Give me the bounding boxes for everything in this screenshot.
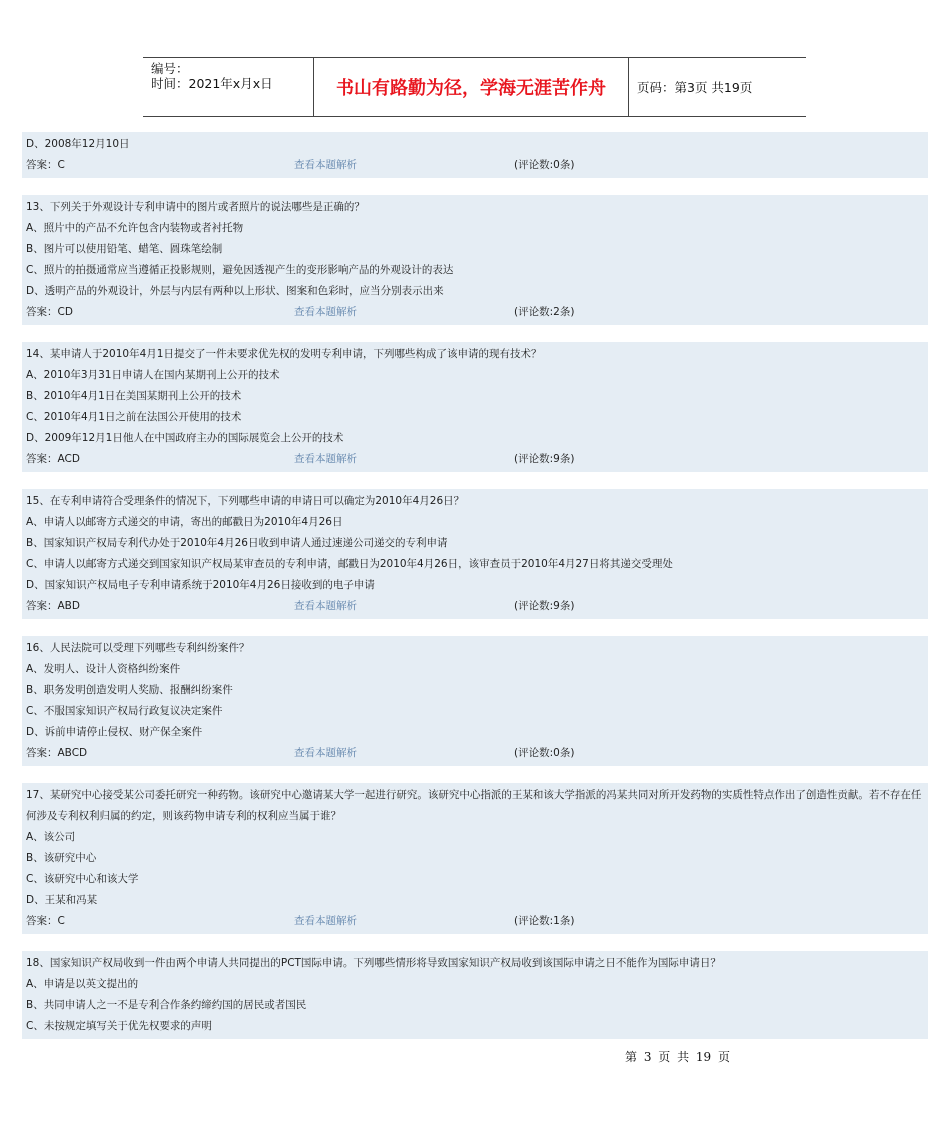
view-analysis-link[interactable]: 查看本题解析 xyxy=(294,600,357,612)
question-text: 14、某申请人于2010年4月1日提交了一件未要求优先权的发明专利申请，下列哪些构成了该申请的现有技术？ xyxy=(26,348,542,360)
view-analysis-link[interactable]: 查看本题解析 xyxy=(294,453,357,465)
page-footer: 第 3 页 共 19 页 xyxy=(625,1050,730,1064)
view-analysis-link[interactable]: 查看本题解析 xyxy=(294,306,357,318)
option-item: A、该公司 xyxy=(26,831,76,843)
block-gap xyxy=(22,619,928,636)
number-label: 编号： xyxy=(151,61,189,76)
option-item: A、申请是以英文提出的 xyxy=(26,978,139,990)
option-item: A、发明人、设计人资格纠纷案件 xyxy=(26,663,181,675)
answer-row xyxy=(22,743,928,764)
question-block xyxy=(22,636,928,766)
view-analysis-link[interactable]: 查看本题解析 xyxy=(294,159,357,171)
option-item: C、照片的拍摄通常应当遵循正投影规则，避免因透视产生的变形影响产品的外观设计的表达 xyxy=(26,264,454,276)
answer-text: 答案：C xyxy=(26,915,65,927)
question-block xyxy=(22,132,928,178)
option-item: C、2010年4月1日之前在法国公开使用的技术 xyxy=(26,411,242,423)
answer-text: 答案：ACD xyxy=(26,453,80,465)
header-meta xyxy=(143,58,313,116)
document-header xyxy=(143,57,806,117)
question-block xyxy=(22,342,928,472)
option-item: D、2008年12月10日 xyxy=(26,138,130,150)
option-item: B、图片可以使用铅笔、蜡笔、圆珠笔绘制 xyxy=(26,243,223,255)
header-slogan: 书山有路勤为径，学海无涯苦作舟 xyxy=(313,58,629,116)
option-item: D、王某和冯某 xyxy=(26,894,98,906)
question-text: 13、下列关于外观设计专利申请中的图片或者照片的说法哪些是正确的？ xyxy=(26,201,365,213)
answer-row xyxy=(22,596,928,617)
answer-row xyxy=(22,449,928,470)
comment-count: (评论数:9条) xyxy=(514,600,575,612)
option-item: C、申请人以邮寄方式递交到国家知识产权局某审查员的专利申请，邮戳日为2010年4月26日，该审查员于2010年4月27日将其递交受理处 xyxy=(26,558,673,570)
option-item: B、共同申请人之一不是专利合作条约缔约国的居民或者国民 xyxy=(26,999,307,1011)
comment-count: (评论数:2条) xyxy=(514,306,575,318)
answer-text: 答案：CD xyxy=(26,306,73,318)
comment-count: (评论数:0条) xyxy=(514,159,575,171)
option-item: D、诉前申请停止侵权、财产保全案件 xyxy=(26,726,203,738)
option-item: B、2010年4月1日在美国某期刊上公开的技术 xyxy=(26,390,242,402)
option-item: C、未按规定填写关于优先权要求的声明 xyxy=(26,1020,212,1032)
time-label: 时间：2021年x月x日 xyxy=(151,76,273,91)
block-gap xyxy=(22,178,928,195)
header-page-label: 页码：第3页 共19页 xyxy=(637,80,753,95)
question-block xyxy=(22,195,928,325)
option-item: D、2009年12月1日他人在中国政府主办的国际展览会上公开的技术 xyxy=(26,432,344,444)
option-item: B、国家知识产权局专利代办处于2010年4月26日收到申请人通过速递公司递交的专利申请 xyxy=(26,537,448,549)
answer-row xyxy=(22,155,928,176)
option-item: A、申请人以邮寄方式递交的申请，寄出的邮戳日为2010年4月26日 xyxy=(26,516,343,528)
view-analysis-link[interactable]: 查看本题解析 xyxy=(294,747,357,759)
block-gap xyxy=(22,934,928,951)
view-analysis-link[interactable]: 查看本题解析 xyxy=(294,915,357,927)
option-item: D、国家知识产权局电子专利申请系统于2010年4月26日接收到的电子申请 xyxy=(26,579,375,591)
option-item: D、透明产品的外观设计，外层与内层有两种以上形状、图案和色彩时，应当分别表示出来 xyxy=(26,285,444,297)
question-text: 16、人民法院可以受理下列哪些专利纠纷案件？ xyxy=(26,642,250,654)
question-block xyxy=(22,783,928,934)
block-gap xyxy=(22,766,928,783)
comment-count: (评论数:0条) xyxy=(514,747,575,759)
comment-count: (评论数:9条) xyxy=(514,453,575,465)
answer-row xyxy=(22,302,928,323)
option-item: B、该研究中心 xyxy=(26,852,97,864)
block-gap xyxy=(22,472,928,489)
block-gap xyxy=(22,325,928,342)
question-text: 17、某研究中心接受某公司委托研究一种药物。该研究中心邀请某大学一起进行研究。该研究中心指派的王某和该大学指派的冯某共同对所开发药物的实质性特点作出了创造性贡献。若不存在任何涉及专利权利归属的约定，则该药物申请专利的权利应当属于谁？ xyxy=(26,789,922,822)
option-item: A、照片中的产品不允许包含内装物或者衬托物 xyxy=(26,222,244,234)
answer-text: 答案：ABCD xyxy=(26,747,88,759)
question-text: 18、国家知识产权局收到一件由两个申请人共同提出的PCT国际申请。下列哪些情形将导致国家知识产权局收到该国际申请之日不能作为国际申请日？ xyxy=(26,957,721,969)
option-item: B、职务发明创造发明人奖励、报酬纠纷案件 xyxy=(26,684,233,696)
question-text: 15、在专利申请符合受理条件的情况下，下列哪些申请的申请日可以确定为2010年4月26日？ xyxy=(26,495,465,507)
option-item: C、不服国家知识产权局行政复议决定案件 xyxy=(26,705,223,717)
answer-text: 答案：C xyxy=(26,159,65,171)
comment-count: (评论数:1条) xyxy=(514,915,575,927)
answer-row xyxy=(22,911,928,932)
option-item: C、该研究中心和该大学 xyxy=(26,873,139,885)
question-block xyxy=(22,951,928,1039)
question-list xyxy=(22,132,928,1039)
option-item: A、2010年3月31日申请人在国内某期刊上公开的技术 xyxy=(26,369,280,381)
question-block xyxy=(22,489,928,619)
answer-text: 答案：ABD xyxy=(26,600,80,612)
